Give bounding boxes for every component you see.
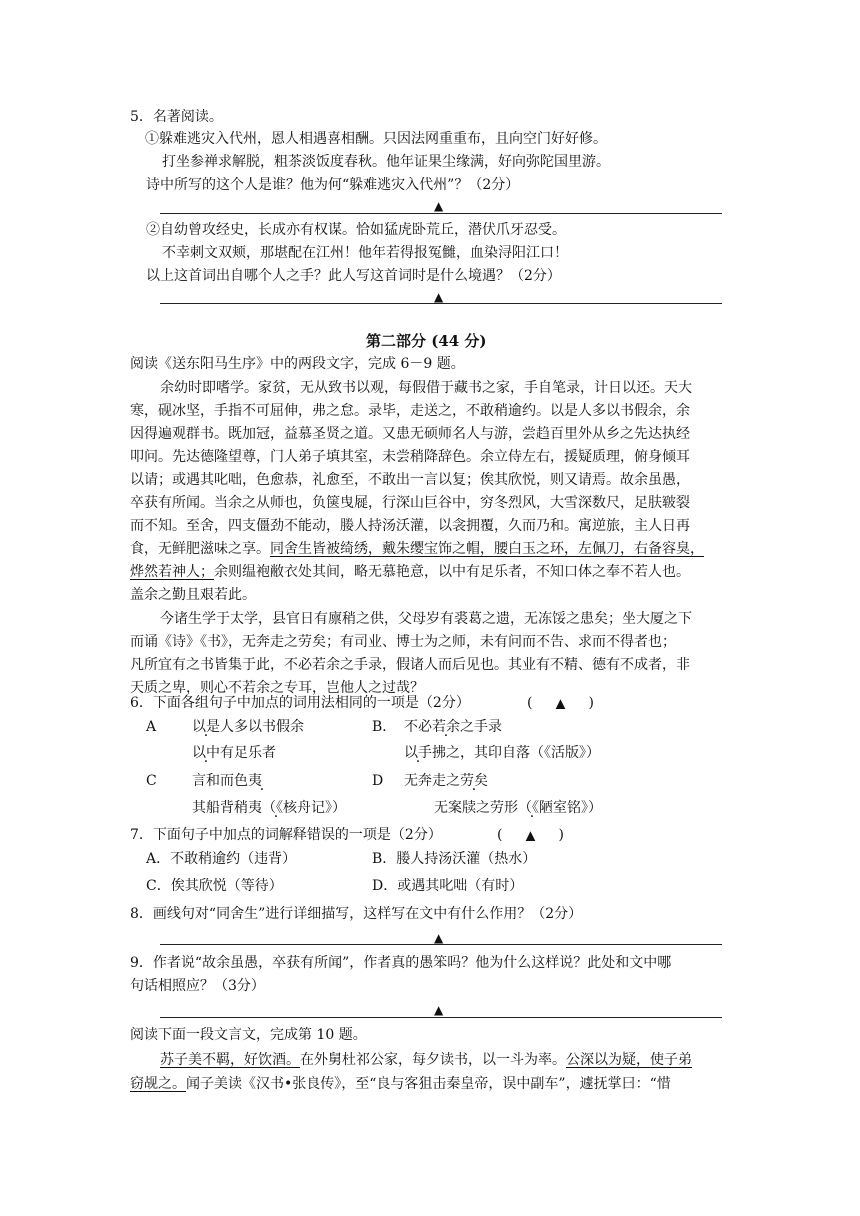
q6-option-b-line1: 不必若余之手录 xyxy=(404,719,502,735)
q5-poem2-line1: ②自幼曾攻经史，长成亦有权谋。恰如猛虎卧荒丘，潜伏爪牙忍受。 xyxy=(146,222,566,238)
q6-option-d-label: D xyxy=(372,773,384,789)
q6-option-d-line1: 无奔走之劳矣 xyxy=(404,773,488,789)
passage-line: 叩问。先达德隆望尊，门人弟子填其室，未尝稍降辞色。余立侍左右，援疑质理，俯身倾耳 xyxy=(130,449,690,465)
q5-poem1-line1: ①躲难逃灾入代州，恩人相遇喜相酬。只因法网重重布，且向空门好好修。 xyxy=(145,131,607,147)
answer-marker-q8: ▲ xyxy=(434,931,444,945)
underlined-sentence: 公深以为疑，使子弟 xyxy=(566,1052,692,1068)
q6-answer-slot[interactable]: ( ▲ ) xyxy=(527,695,594,711)
answer-line-q9[interactable] xyxy=(160,1017,722,1018)
q6-option-b-line2: 以手拂之，其印自落（《活版》） xyxy=(404,745,600,761)
passage-line xyxy=(130,562,690,582)
q5-poem1-line2: 打坐参禅求解脱，粗茶淡饭度春秋。他年证果尘缘满，好向弥陀国里游。 xyxy=(162,154,610,170)
passage-line: 今诸生学于太学，县官日有廪稍之供，父母岁有裘葛之遗，无冻馁之患矣；坐大厦之下 xyxy=(160,611,692,627)
part2-intro: 阅读《送东阳马生序》中的两段文字，完成 6－9 题。 xyxy=(130,356,465,372)
q6-option-a-label: A xyxy=(146,719,157,735)
passage-text: 在外舅杜祁公家，每夕读书，以一斗为率。 xyxy=(300,1052,566,1068)
q7-option-b: B．媵人持汤沃灌（热水） xyxy=(372,851,537,867)
answer-marker-2: ▲ xyxy=(434,290,444,304)
passage-line: 天质之卑，则心不若余之专耳，岂他人之过哉？ xyxy=(130,680,424,696)
q7-answer-slot[interactable]: ( ▲ ) xyxy=(497,827,564,843)
passage-line: 盖余之勤且艰若此。 xyxy=(130,587,256,603)
q6-stem: 6．下面各组句子中加点的词用法相同的一项是（2分） xyxy=(130,695,470,711)
q7-option-c: C．俟其欣悦（等待） xyxy=(146,878,283,894)
answer-marker-1: ▲ xyxy=(434,199,444,213)
answer-line-1[interactable] xyxy=(160,213,722,214)
q5-title: 5．名著阅读。 xyxy=(130,109,223,125)
q5-question2: 以上这首词出自哪个人之手？此人写这首词时是什么境遇？（2分） xyxy=(146,268,561,284)
passage-line xyxy=(130,1074,671,1094)
underlined-sentence: 同舍生皆被绮绣，戴朱缨宝饰之帽，腰白玉之环，左佩刀，右备容臭， xyxy=(270,541,704,557)
underlined-sentence: 窃觇之。 xyxy=(130,1076,186,1092)
q5-poem2-line2: 不幸刺文双颊，那堪配在江州！他年若得报冤雠，血染浔阳江口！ xyxy=(162,245,568,261)
q8-stem: 8．画线句对“同舍生”进行详细描写，这样写在文中有什么作用？（2分） xyxy=(130,906,583,922)
passage-line: 寒，砚冰坚，手指不可屈伸，弗之怠。录毕，走送之，不敢稍逾约。以是人多以书假余，余 xyxy=(130,403,690,419)
underlined-sentence: 苏子美不羁，好饮酒。 xyxy=(160,1052,300,1068)
answer-line-2[interactable] xyxy=(160,303,722,304)
q6-option-a-line2: 以中有足乐者 xyxy=(192,745,276,761)
passage-line: 余幼时即嗜学。家贫，无从致书以观，每假借于藏书之家，手自笔录，计日以还。天大 xyxy=(160,380,692,396)
answer-line-q8[interactable] xyxy=(160,944,722,945)
q7-option-d: D．或遇其叱咄（有时） xyxy=(372,878,524,894)
q9-stem-line2: 句话相照应？（3分） xyxy=(130,978,265,994)
q10-intro: 阅读下面一段文言文，完成第 10 题。 xyxy=(130,1027,367,1043)
q7-stem: 7．下面句子中加点的词解释错误的一项是（2分） xyxy=(130,827,442,843)
q5-question1: 诗中所写的这个人是谁？他为何“躲难逃灾入代州”？（2分） xyxy=(146,177,520,193)
passage-line: 而不知。至舍，四支僵劲不能动，媵人持汤沃灌，以衾拥覆，久而乃和。寓逆旅，主人日再 xyxy=(130,518,690,534)
passage-line: 而诵《诗》《书》，无奔走之劳矣；有司业、博士为之师，未有问而不告、求而不得者也； xyxy=(130,634,676,650)
passage-line: 因得遍观群书。既加冠，益慕圣贤之道。又患无硕师名人与游，尝趋百里外从乡之先达执经 xyxy=(130,426,690,442)
q9-stem-line1: 9．作者说“故余虽愚，卒获有所闻”，作者真的愚笨吗？他为什么这样说？此处和文中哪 xyxy=(130,955,672,971)
passage-line: 凡所宜有之书皆集于此，不必若余之手录，假诸人而后见也。其业有不精、德有不成者，非 xyxy=(130,657,690,673)
q6-option-d-line2: 无案牍之劳形（《陋室铭》） xyxy=(434,800,602,816)
q6-option-c-line1: 言和而色夷 xyxy=(192,773,262,789)
passage-line: 以请；或遇其叱咄，色愈恭，礼愈至，不敢出一言以复；俟其欣悦，则又请焉。故余虽愚， xyxy=(130,472,690,488)
passage-line xyxy=(130,539,704,559)
passage-text: 闻子美读《汉书•张良传》，至“良与客狙击秦皇帝，误中副车”，遽抚掌曰：“惜 xyxy=(186,1076,671,1092)
underlined-sentence: 烨然若神人； xyxy=(130,564,214,580)
passage-line: 卒获有所闻。当余之从师也，负箧曳屣，行深山巨谷中，穷冬烈风，大雪深数尺，足肤皲裂 xyxy=(130,495,690,511)
answer-marker-q9: ▲ xyxy=(434,1003,444,1017)
answer-marker-q7: ▲ xyxy=(525,828,536,842)
q6-option-b-label: B． xyxy=(372,719,397,735)
q7-option-a: A．不敢稍逾约（违背） xyxy=(146,851,297,867)
passage-text: 食，无鲜肥滋味之享。 xyxy=(130,541,270,557)
q6-option-c-label: C xyxy=(146,773,157,789)
answer-marker-q6: ▲ xyxy=(555,696,566,710)
passage-line xyxy=(160,1050,692,1070)
passage-text: 余则缊袍敝衣处其间，略无慕艳意，以中有足乐者，不知口体之奉不若人也。 xyxy=(214,564,690,580)
part2-title: 第二部分 (44 分) xyxy=(366,332,487,350)
q6-option-c-line2: 其船背稍夷（《核舟记》） xyxy=(192,800,346,816)
q6-option-a-line1: 以是人多以书假余 xyxy=(192,719,304,735)
